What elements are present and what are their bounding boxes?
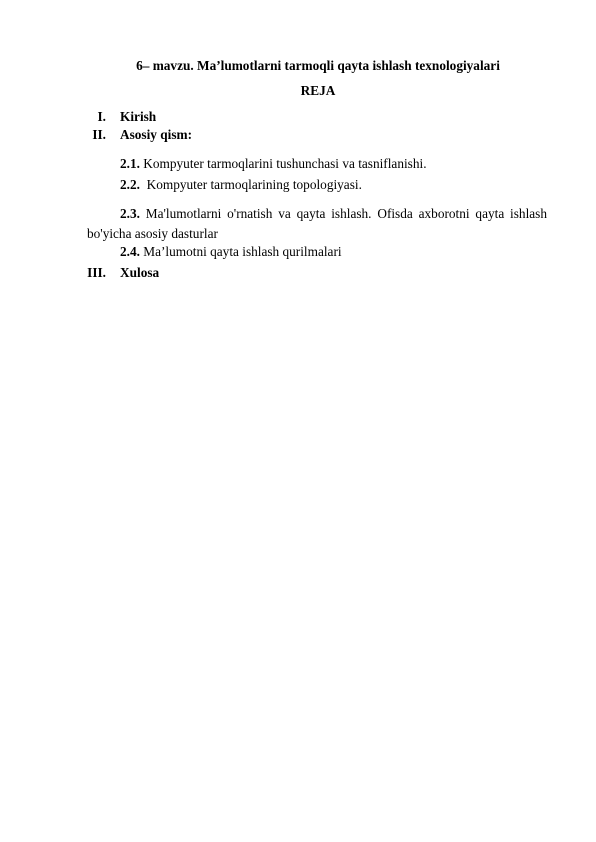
subsection-item-2-2	[120, 177, 362, 193]
plan-heading: REJA	[300, 83, 336, 98]
section-label: Asosiy qism:	[120, 127, 193, 142]
subsection-number: 2.3.	[120, 206, 140, 221]
subsection-number: 2.2.	[120, 177, 140, 192]
subsection-text: Ma'lumotlarni o'rnatish va qayta ishlash. Ofisda axborotni qayta ishlash bo'yicha asosiy dasturlar	[87, 206, 547, 241]
document-title: 6– mavzu. Ma’lumotlarni tarmoqli qayta ishlash texnologiyalari	[136, 58, 500, 73]
subsection-item-2-3	[87, 204, 547, 244]
section-label: Kirish	[120, 109, 157, 124]
subsection-item-2-1	[120, 156, 427, 172]
subsection-text: Kompyuter tarmoqlarini tushunchasi va tasniflanishi.	[139, 156, 427, 171]
section-item-introduction	[0, 109, 596, 127]
subsection-item-2-4	[120, 244, 342, 260]
subsection-number: 2.1.	[120, 156, 140, 171]
section-numeral: II.	[92, 127, 106, 142]
subsection-number: 2.4.	[120, 244, 140, 259]
subsection-text: Ma’lumotni qayta ishlash qurilmalari	[139, 244, 342, 259]
subsection-text: Kompyuter tarmoqlarining topologiyasi.	[139, 177, 362, 192]
section-numeral: I.	[97, 109, 106, 124]
section-item-conclusion	[0, 265, 596, 283]
section-numeral: III.	[87, 265, 106, 280]
section-label: Xulosa	[120, 265, 160, 280]
section-item-main-part	[0, 127, 596, 145]
